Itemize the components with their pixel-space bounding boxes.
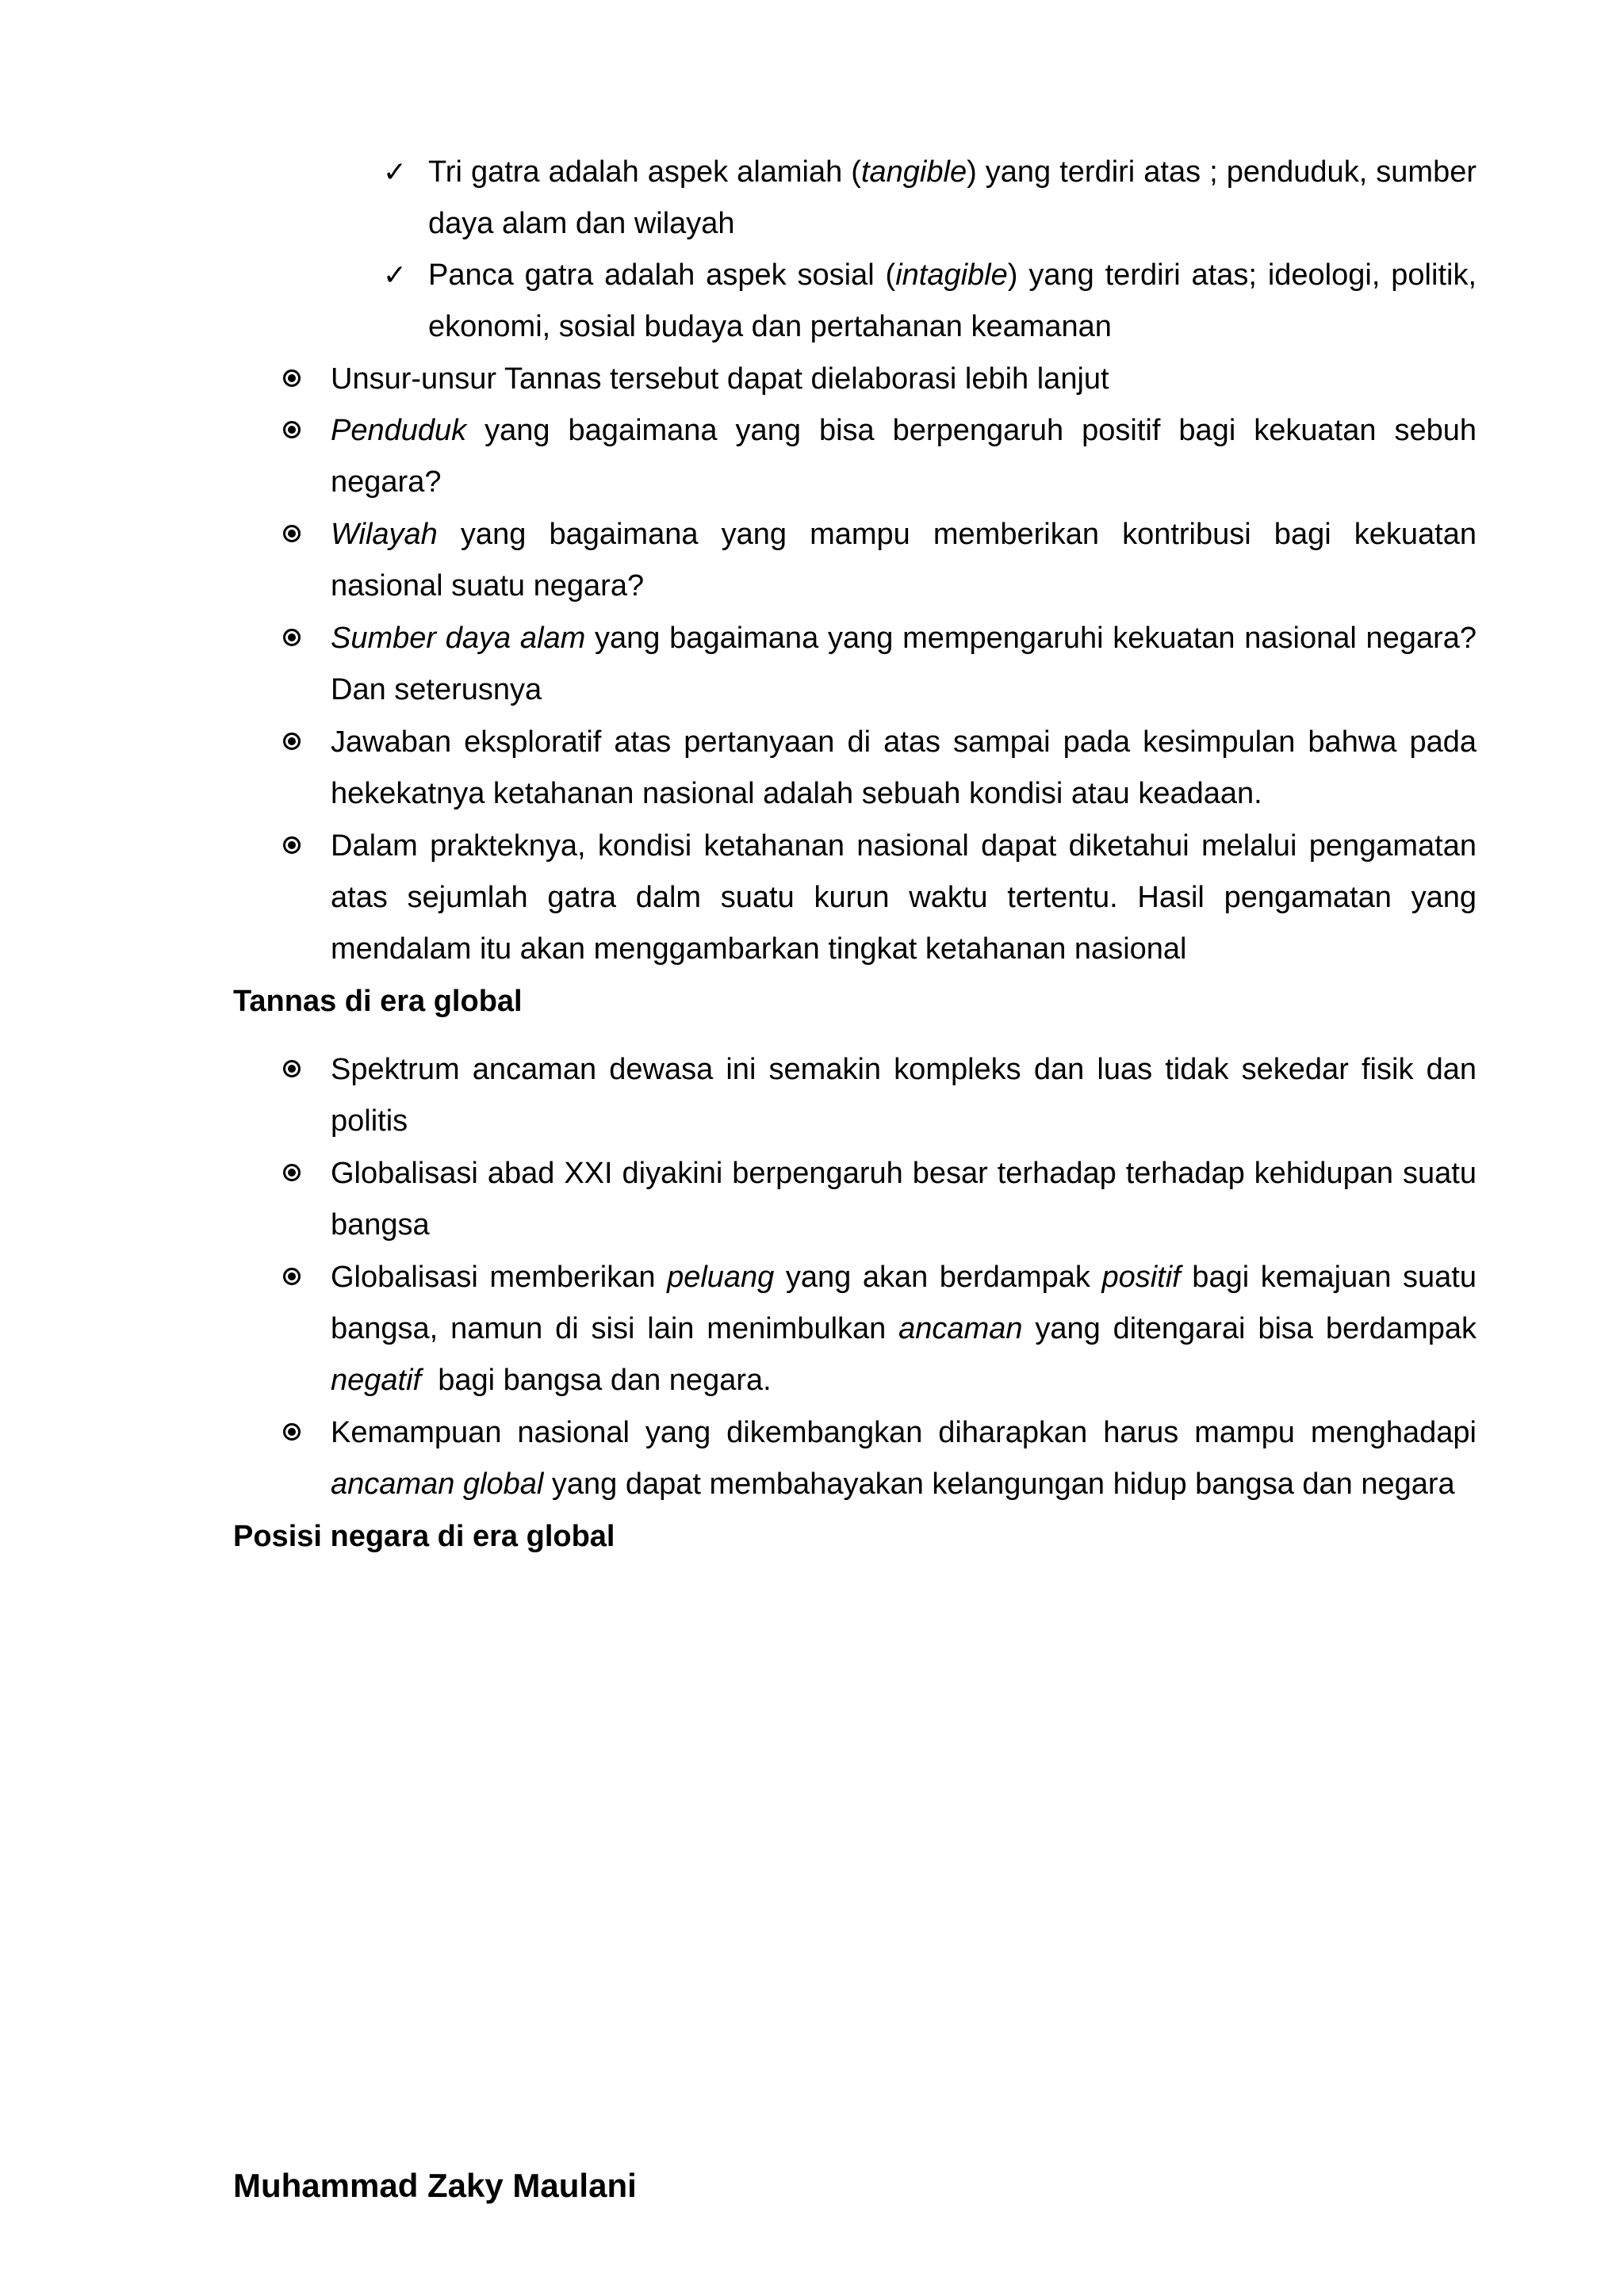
circle-dot-bullet-icon bbox=[283, 369, 301, 387]
checkmark-icon: ✓ bbox=[382, 156, 408, 189]
circle-dot-bullet-icon bbox=[283, 1164, 301, 1181]
list-item: Globalisasi memberikan peluang yang akan berdampak positif bagi kemajuan suatu bangsa, namun di sisi lain menimbulkan ancaman yang ditengarai bisa berdampak negatif bagi bangsa dan negara. bbox=[331, 1252, 1477, 1406]
circle-dot-bullet-icon bbox=[283, 1060, 301, 1077]
author-name: Muhammad Zaky Maulani bbox=[233, 2167, 637, 2204]
list-item: Unsur-unsur Tannas tersebut dapat dielaborasi lebih lanjut bbox=[331, 354, 1477, 405]
list-item: Spektrum ancaman dewasa ini semakin kompleks dan luas tidak sekedar fisik dan politis bbox=[331, 1044, 1477, 1147]
circle-dot-bullet-icon bbox=[283, 525, 301, 542]
list-item: Penduduk yang bagaimana yang bisa berpengaruh positif bagi kekuatan sebuh negara? bbox=[331, 405, 1477, 508]
circle-dot-bullet-icon bbox=[283, 836, 301, 854]
list-item: ✓ Panca gatra adalah aspek sosial (intagible) yang terdiri atas; ideologi, politik, ekonomi, sosial budaya dan pertahanan keamanan bbox=[428, 250, 1477, 353]
circle-dot-bullet-icon bbox=[283, 629, 301, 646]
list-item: Sumber daya alam yang bagaimana yang mempengaruhi kekuatan nasional negara? Dan seterusnya bbox=[331, 613, 1477, 716]
list-item: Kemampuan nasional yang dikembangkan diharapkan harus mampu menghadapi ancaman global yang dapat membahayakan kelangungan hidup bangsa dan negara bbox=[331, 1407, 1477, 1510]
list-item: Wilayah yang bagaimana yang mampu memberikan kontribusi bagi kekuatan nasional suatu negara? bbox=[331, 509, 1477, 612]
list-item: Jawaban eksploratif atas pertanyaan di atas sampai pada kesimpulan bahwa pada hekekatnya ketahanan nasional adalah sebuah kondisi atau keadaan. bbox=[331, 717, 1477, 820]
circle-dot-bullet-icon bbox=[283, 733, 301, 750]
section-heading: Tannas di era global bbox=[233, 985, 523, 1018]
circle-dot-bullet-icon bbox=[283, 1423, 301, 1441]
list-item: ✓ Tri gatra adalah aspek alamiah (tangible) yang terdiri atas ; penduduk, sumber daya alam dan wilayah bbox=[428, 147, 1477, 250]
checkmark-icon: ✓ bbox=[382, 259, 408, 292]
list-item: Dalam prakteknya, kondisi ketahanan nasional dapat diketahui melalui pengamatan atas sejumlah gatra dalm suatu kurun waktu tertentu. Hasil pengamatan yang mendalam itu akan menggambarkan tingkat ketahanan nasional bbox=[331, 821, 1477, 975]
circle-dot-bullet-icon bbox=[283, 421, 301, 438]
circle-dot-bullet-icon bbox=[283, 1268, 301, 1285]
list-item: Globalisasi abad XXI diyakini berpengaruh besar terhadap terhadap kehidupan suatu bangsa bbox=[331, 1148, 1477, 1251]
section-heading: Posisi negara di era global bbox=[233, 1520, 615, 1553]
